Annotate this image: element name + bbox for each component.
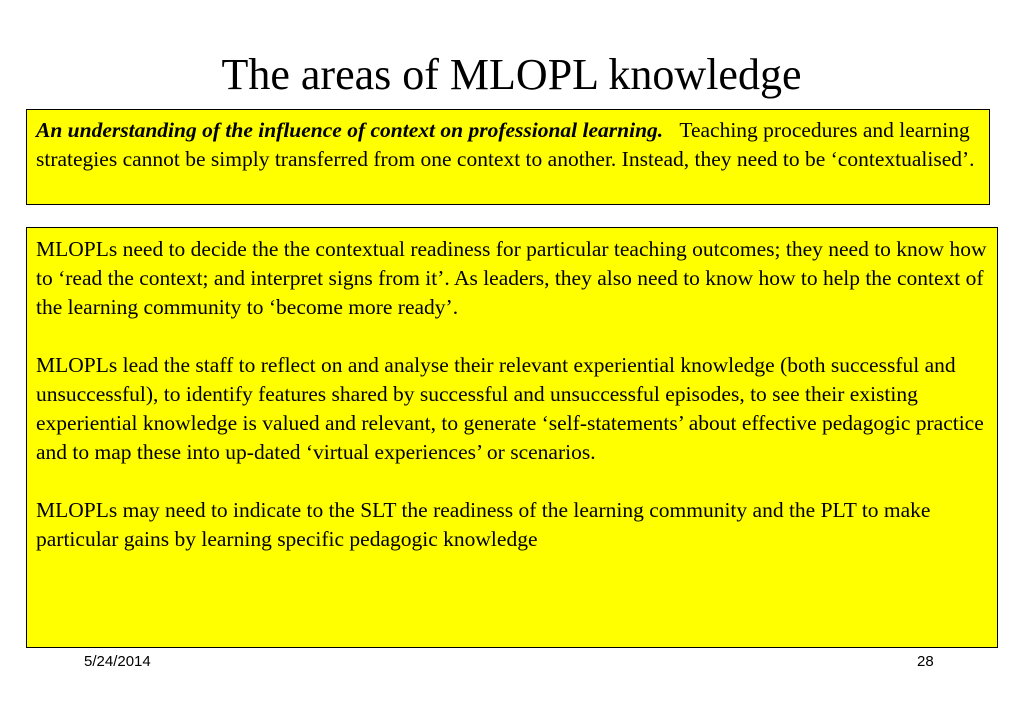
experiential-knowledge-paragraph: MLOPLs lead the staff to reflect on and analyse their relevant experiential knowledge (both successful and unsuccessful), to identify features shared by successful and unsuccessful episodes, to see their existing experiential knowledge is valued and relevant, to generate ‘self-statements’ about effective pedagogic practice and to map these into up-dated ‘virtual experiences’ or scenarios. [36, 353, 984, 464]
context-summary-body: Teaching procedures and learning strategies cannot be simply transferred from one context to another. Instead, they need to be ‘contextualised’. [36, 118, 975, 171]
readiness-paragraph: MLOPLs need to decide the the contextual readiness for particular teaching outcomes; they need to know how to ‘read the context; and interpret signs from it’. As leaders, they also need to know how to help the context of the learning community to ‘become more ready’. [36, 237, 987, 319]
slide-number: 28 [917, 653, 934, 670]
mlopl-knowledge-box [26, 227, 998, 648]
context-summary-box [26, 109, 990, 205]
slt-readiness-paragraph: MLOPLs may need to indicate to the SLT the readiness of the learning community and the PLT to make particular gains by learning specific pedagogic knowledge [36, 498, 931, 551]
context-summary-lead: An understanding of the influence of context on professional learning. [36, 118, 664, 142]
footer-date: 5/24/2014 [84, 653, 151, 670]
slide-title: The areas of MLOPL knowledge [221, 50, 802, 99]
